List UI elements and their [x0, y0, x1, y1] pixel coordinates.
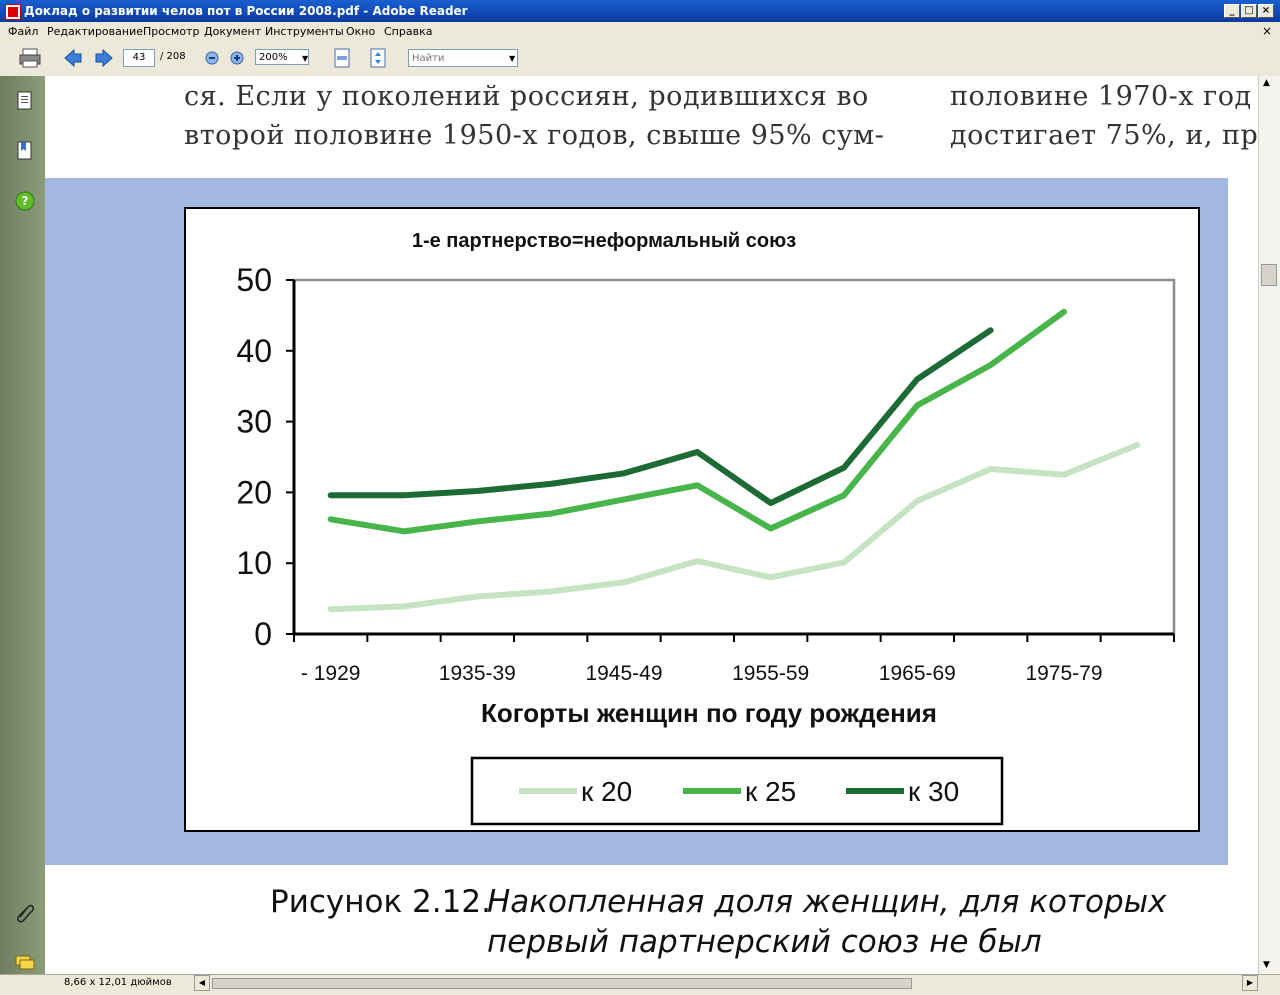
figure-caption-line-2: первый партнерский союз не был [487, 924, 1042, 960]
adobe-reader-icon [5, 4, 21, 20]
zoom-out-icon[interactable] [205, 51, 219, 65]
zoom-in-icon[interactable] [230, 51, 244, 65]
svg-text:?: ? [21, 194, 29, 208]
legend-label-2: к 25 [745, 776, 797, 807]
comments-icon[interactable] [14, 952, 36, 974]
bookmarks-icon[interactable] [14, 140, 36, 162]
figure-caption-text: Накопленная доля женщин, для которых [487, 884, 1167, 920]
x-axis-label: Когорты женщин по году рождения [481, 698, 937, 728]
menu-close-doc-icon[interactable]: × [1262, 24, 1273, 38]
document-view[interactable] [45, 76, 1258, 974]
status-bar [0, 974, 1280, 995]
scroll-thumb[interactable] [1261, 264, 1277, 286]
x-tick-label: 1965-69 [878, 662, 956, 685]
x-tick-label: - 1929 [300, 662, 361, 685]
y-tick-label: 0 [254, 616, 272, 652]
help-icon[interactable] [14, 190, 36, 212]
close-button[interactable]: × [1258, 4, 1274, 18]
hscroll-thumb[interactable] [212, 978, 912, 989]
line-chart [186, 209, 1198, 830]
y-tick-label: 10 [236, 545, 272, 582]
x-tick-label: 1945-49 [585, 662, 663, 685]
x-tick-label: 1935-39 [438, 662, 516, 685]
page-total: / 208 [160, 51, 186, 62]
menu-bar [0, 22, 1280, 42]
search-input[interactable]: Найти [408, 49, 518, 67]
body-text-left-line-1: ся. Если у поколений россиян, родившихся во [184, 81, 869, 112]
print-icon[interactable] [18, 47, 42, 69]
scroll-down-icon[interactable]: ▼ [1263, 960, 1270, 970]
toolbar [0, 42, 1280, 77]
y-tick-label: 50 [236, 262, 272, 298]
y-tick-label: 30 [236, 403, 272, 440]
next-page-icon[interactable] [94, 49, 114, 67]
hscroll-left-icon[interactable]: ◀ [194, 975, 210, 991]
menu-view[interactable]: Просмотр [143, 25, 200, 38]
menu-file[interactable]: Файл [8, 25, 39, 38]
chart-frame [184, 207, 1200, 832]
pages-icon[interactable] [14, 90, 36, 112]
body-text-left-line-2: второй половине 1950-х годов, свыше 95% сум- [184, 120, 885, 151]
menu-window[interactable]: Окно [346, 25, 376, 38]
body-text-right-line-2: достигает 75%, и, пр [950, 120, 1258, 151]
previous-page-icon[interactable] [63, 49, 83, 67]
navigation-pane [0, 76, 45, 974]
figure-caption-label: Рисунок 2.12. [270, 884, 491, 920]
legend-label-1: к 20 [581, 776, 633, 807]
attachments-icon[interactable] [14, 902, 36, 924]
plot-border [294, 280, 1174, 634]
title-bar [0, 0, 1280, 22]
scroll-up-icon[interactable]: ▲ [1263, 78, 1270, 88]
x-tick-label: 1975-79 [1025, 662, 1103, 685]
y-tick-label: 40 [236, 332, 272, 369]
body-text-right-line-1: половине 1970-х год [950, 81, 1252, 112]
hscroll-right-icon[interactable]: ▶ [1242, 975, 1258, 991]
menu-document[interactable]: Документ [204, 25, 262, 38]
fit-page-icon[interactable] [333, 47, 351, 69]
fit-width-icon[interactable] [369, 47, 387, 69]
menu-help[interactable]: Справка [384, 25, 433, 38]
search-dropdown-icon[interactable]: ▼ [509, 54, 516, 63]
zoom-select[interactable]: 200% [255, 49, 309, 65]
menu-tools[interactable]: Инструменты [265, 25, 344, 38]
maximize-button[interactable]: □ [1241, 4, 1257, 18]
zoom-dropdown-icon[interactable]: ▼ [302, 54, 309, 63]
page-size-label: 8,66 x 12,01 дюймов [64, 977, 172, 988]
y-tick-label: 20 [236, 474, 272, 511]
plot-area [236, 262, 1174, 685]
window-title: Доклад о развитии челов пот в России 2008.pdf - Adobe Reader [24, 4, 468, 18]
menu-edit[interactable]: Редактирование [47, 25, 143, 38]
chart-title: 1-е партнерство=неформальный союз [411, 230, 797, 252]
x-tick-label: 1955-59 [732, 662, 810, 685]
legend-label-3: к 30 [908, 776, 960, 807]
vertical-scrollbar[interactable] [1258, 76, 1280, 974]
minimize-button[interactable]: _ [1224, 4, 1240, 18]
page-number-input[interactable]: 43 [123, 49, 155, 67]
